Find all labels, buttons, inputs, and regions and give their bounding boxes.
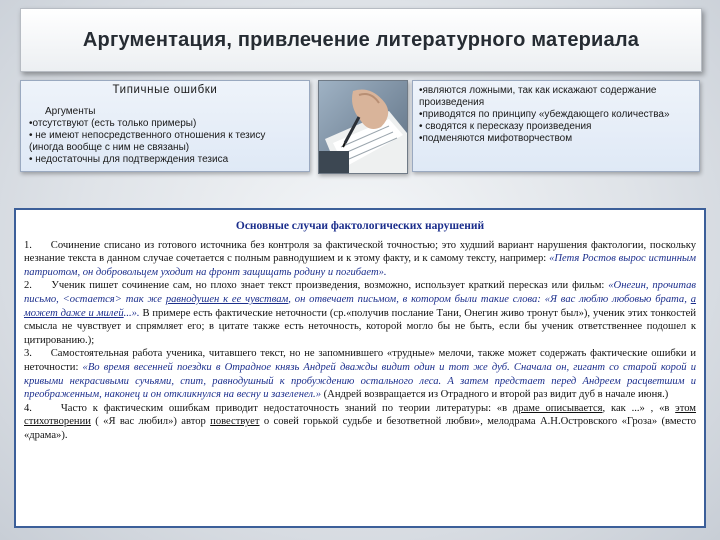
case-number: 2.	[24, 280, 32, 292]
case-number: 4.	[24, 402, 32, 414]
arguments-label: Аргументы	[45, 106, 96, 117]
list-item: •подменяются мифотворчеством	[419, 133, 573, 144]
error-characteristics-list	[419, 85, 693, 145]
case-underlined-term: драме описывается	[512, 402, 603, 414]
case-text: ( «Я вас любил») автор	[90, 416, 211, 428]
case-text: Самостоятельная работа ученика, читавшего текст, но не запомнившего «трудные» мелочи, также может содержать фактические ошибки и неточности:	[24, 348, 696, 373]
list-item: •отсутствуют (есть только примеры)	[29, 118, 197, 129]
case-text: Ученик пишет сочинение сам, но плохо знает текст произведения, возможно, использует краткий пересказ или фильм:	[51, 280, 609, 292]
case-text: Сочинение списано из готового источника без контроля за фактической точностью; это худший вариант нарушения фактологии, поскольку незнание текста в данном случае сочетается с полным равнодушием и к этому факту, и к самому тексту, например:	[24, 239, 696, 265]
case-text: , как ...» , «в	[602, 402, 676, 414]
case-paragraph-1	[24, 239, 696, 280]
slide-title-box	[20, 8, 702, 72]
typical-errors-header: Типичные ошибки	[112, 84, 218, 96]
list-item: • недостаточны для подтверждения тезиса	[29, 154, 229, 165]
case-quote: ...».	[123, 307, 140, 319]
list-item: • не имеют непосредственного отношения к тезису	[29, 130, 266, 141]
slide-title: Аргументация, привлечение литературного материала	[82, 28, 640, 51]
list-item: •приводятся по принципу «убеждающего количества»	[419, 109, 670, 120]
factual-violations-title: Основные случаи фактологических нарушений	[235, 220, 485, 232]
case-quote: «Онегин, прочитав письмо, <остается> так же	[24, 280, 697, 305]
list-item: • сводятся к пересказу произведения	[419, 121, 592, 132]
case-text: (Андрей возвращается из Отрадного и второй раз видит дуб в начале июня.)	[321, 389, 669, 401]
case-number: 3.	[24, 348, 32, 360]
case-number: 1.	[24, 239, 32, 251]
case-text: В примере есть фактические неточности (ср.«получив послание Тани, Онегин живо тронут был»), ученик этих тонкостей смысла не чувствует и спрямляет его; в цитате также есть неточность, которой могло бы не быть, если бы ученик ответственнее подошел к цитированию.);	[24, 307, 696, 346]
case-quote: , он отвечает письмом, в котором были такие слова: «Я вас люблю любовью брата,	[288, 293, 691, 305]
case-underlined-term: повествует	[210, 416, 260, 428]
case-paragraph-4	[24, 402, 696, 443]
case-paragraph-3	[24, 347, 696, 401]
case-quote: «Во время весенней поездки в Отрадное князь Андрей дважды видит один и тот же дуб. Сначала он, гигант со старой корой и кривыми некрасивыми сучьями, спит, равнодушный к пробуждению остального леса. А затем предстает перед Андреем расцветшим и преображенным, наконец и он откликнулся на весну и зазеленел.»	[24, 361, 696, 401]
error-characteristics-box	[412, 80, 700, 172]
typical-errors-list	[29, 118, 301, 166]
typical-errors-box	[20, 80, 310, 172]
case-quote: «Петя Ростов вырос истинным патриотом, он добровольцем уходит на фронт защищать родину и погибает».	[24, 253, 696, 278]
case-text: Часто к фактическим ошибкам приводит недостаточность знаний по теории литературы: «в	[60, 402, 513, 414]
writing-hand-photo	[318, 80, 408, 174]
case-text: о совей горькой судьбе и безответной любви», мелодрама А.Н.Островского «Гроза» (вместо «драма»).	[24, 416, 696, 441]
writing-hand-icon	[319, 81, 407, 173]
list-item: •являются ложными, так как искажают содержание произведения	[419, 85, 657, 108]
factual-violations-box	[14, 208, 706, 528]
case-quote-underlined: равнодушен к ее чувствам	[165, 293, 289, 305]
case-quote-underlined: а может даже и милей	[24, 293, 697, 319]
list-item: (иногда вообще с ним не связаны)	[29, 142, 190, 153]
case-underlined-term: этом стихотворении	[24, 402, 697, 428]
case-paragraph-2	[24, 279, 696, 347]
